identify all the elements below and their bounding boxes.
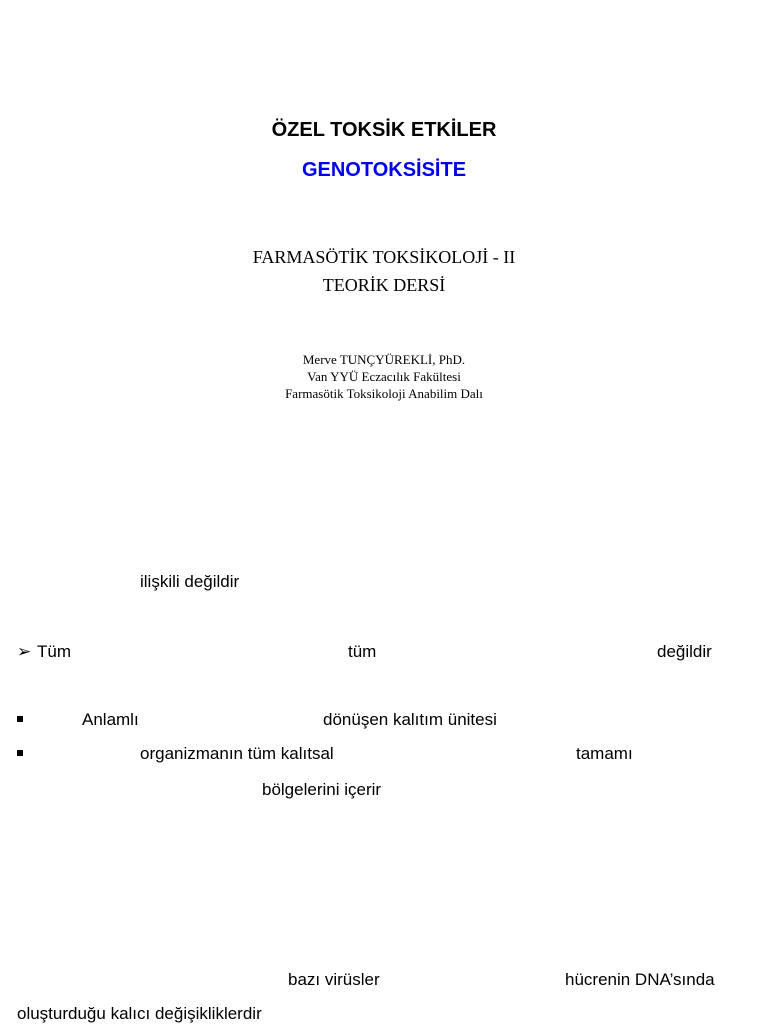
square-bullet-icon	[17, 750, 23, 756]
body-text: tamamı	[576, 744, 633, 763]
body-text: organizmanın tüm kalıtsal	[140, 744, 334, 763]
document-subtitle: GENOTOKSİSİTE	[301, 159, 467, 181]
author-institution: Van YYÜ Eczacılık Fakültesi	[307, 369, 461, 384]
body-text: Tüm	[37, 642, 71, 661]
author-department: Farmasötik Toksikoloji Anabilim Dalı	[285, 386, 483, 401]
body-text: ilişkili değildir	[140, 572, 240, 591]
arrow-bullet-icon: ➢	[17, 642, 32, 661]
course-name: FARMASÖTİK TOKSİKOLOJİ - II	[252, 247, 516, 267]
body-text: oluşturduğu kalıcı değişikliklerdir	[17, 1004, 262, 1023]
body-text: hücrenin DNA’sında	[565, 970, 715, 989]
author-name: Merve TUNÇYÜREKLİ, PhD.	[302, 352, 466, 367]
body-text: dönüşen kalıtım ünitesi	[323, 710, 497, 729]
body-text: tüm	[348, 642, 377, 661]
body-text: Anlamlı	[82, 710, 139, 729]
body-text: bölgelerini içerir	[262, 780, 382, 799]
square-bullet-icon	[17, 716, 23, 722]
document-title: ÖZEL TOKSİK ETKİLER	[271, 119, 497, 141]
body-text: bazı virüsler	[288, 970, 380, 989]
body-text: değildir	[657, 642, 712, 661]
course-type: TEORİK DERSİ	[322, 275, 446, 295]
